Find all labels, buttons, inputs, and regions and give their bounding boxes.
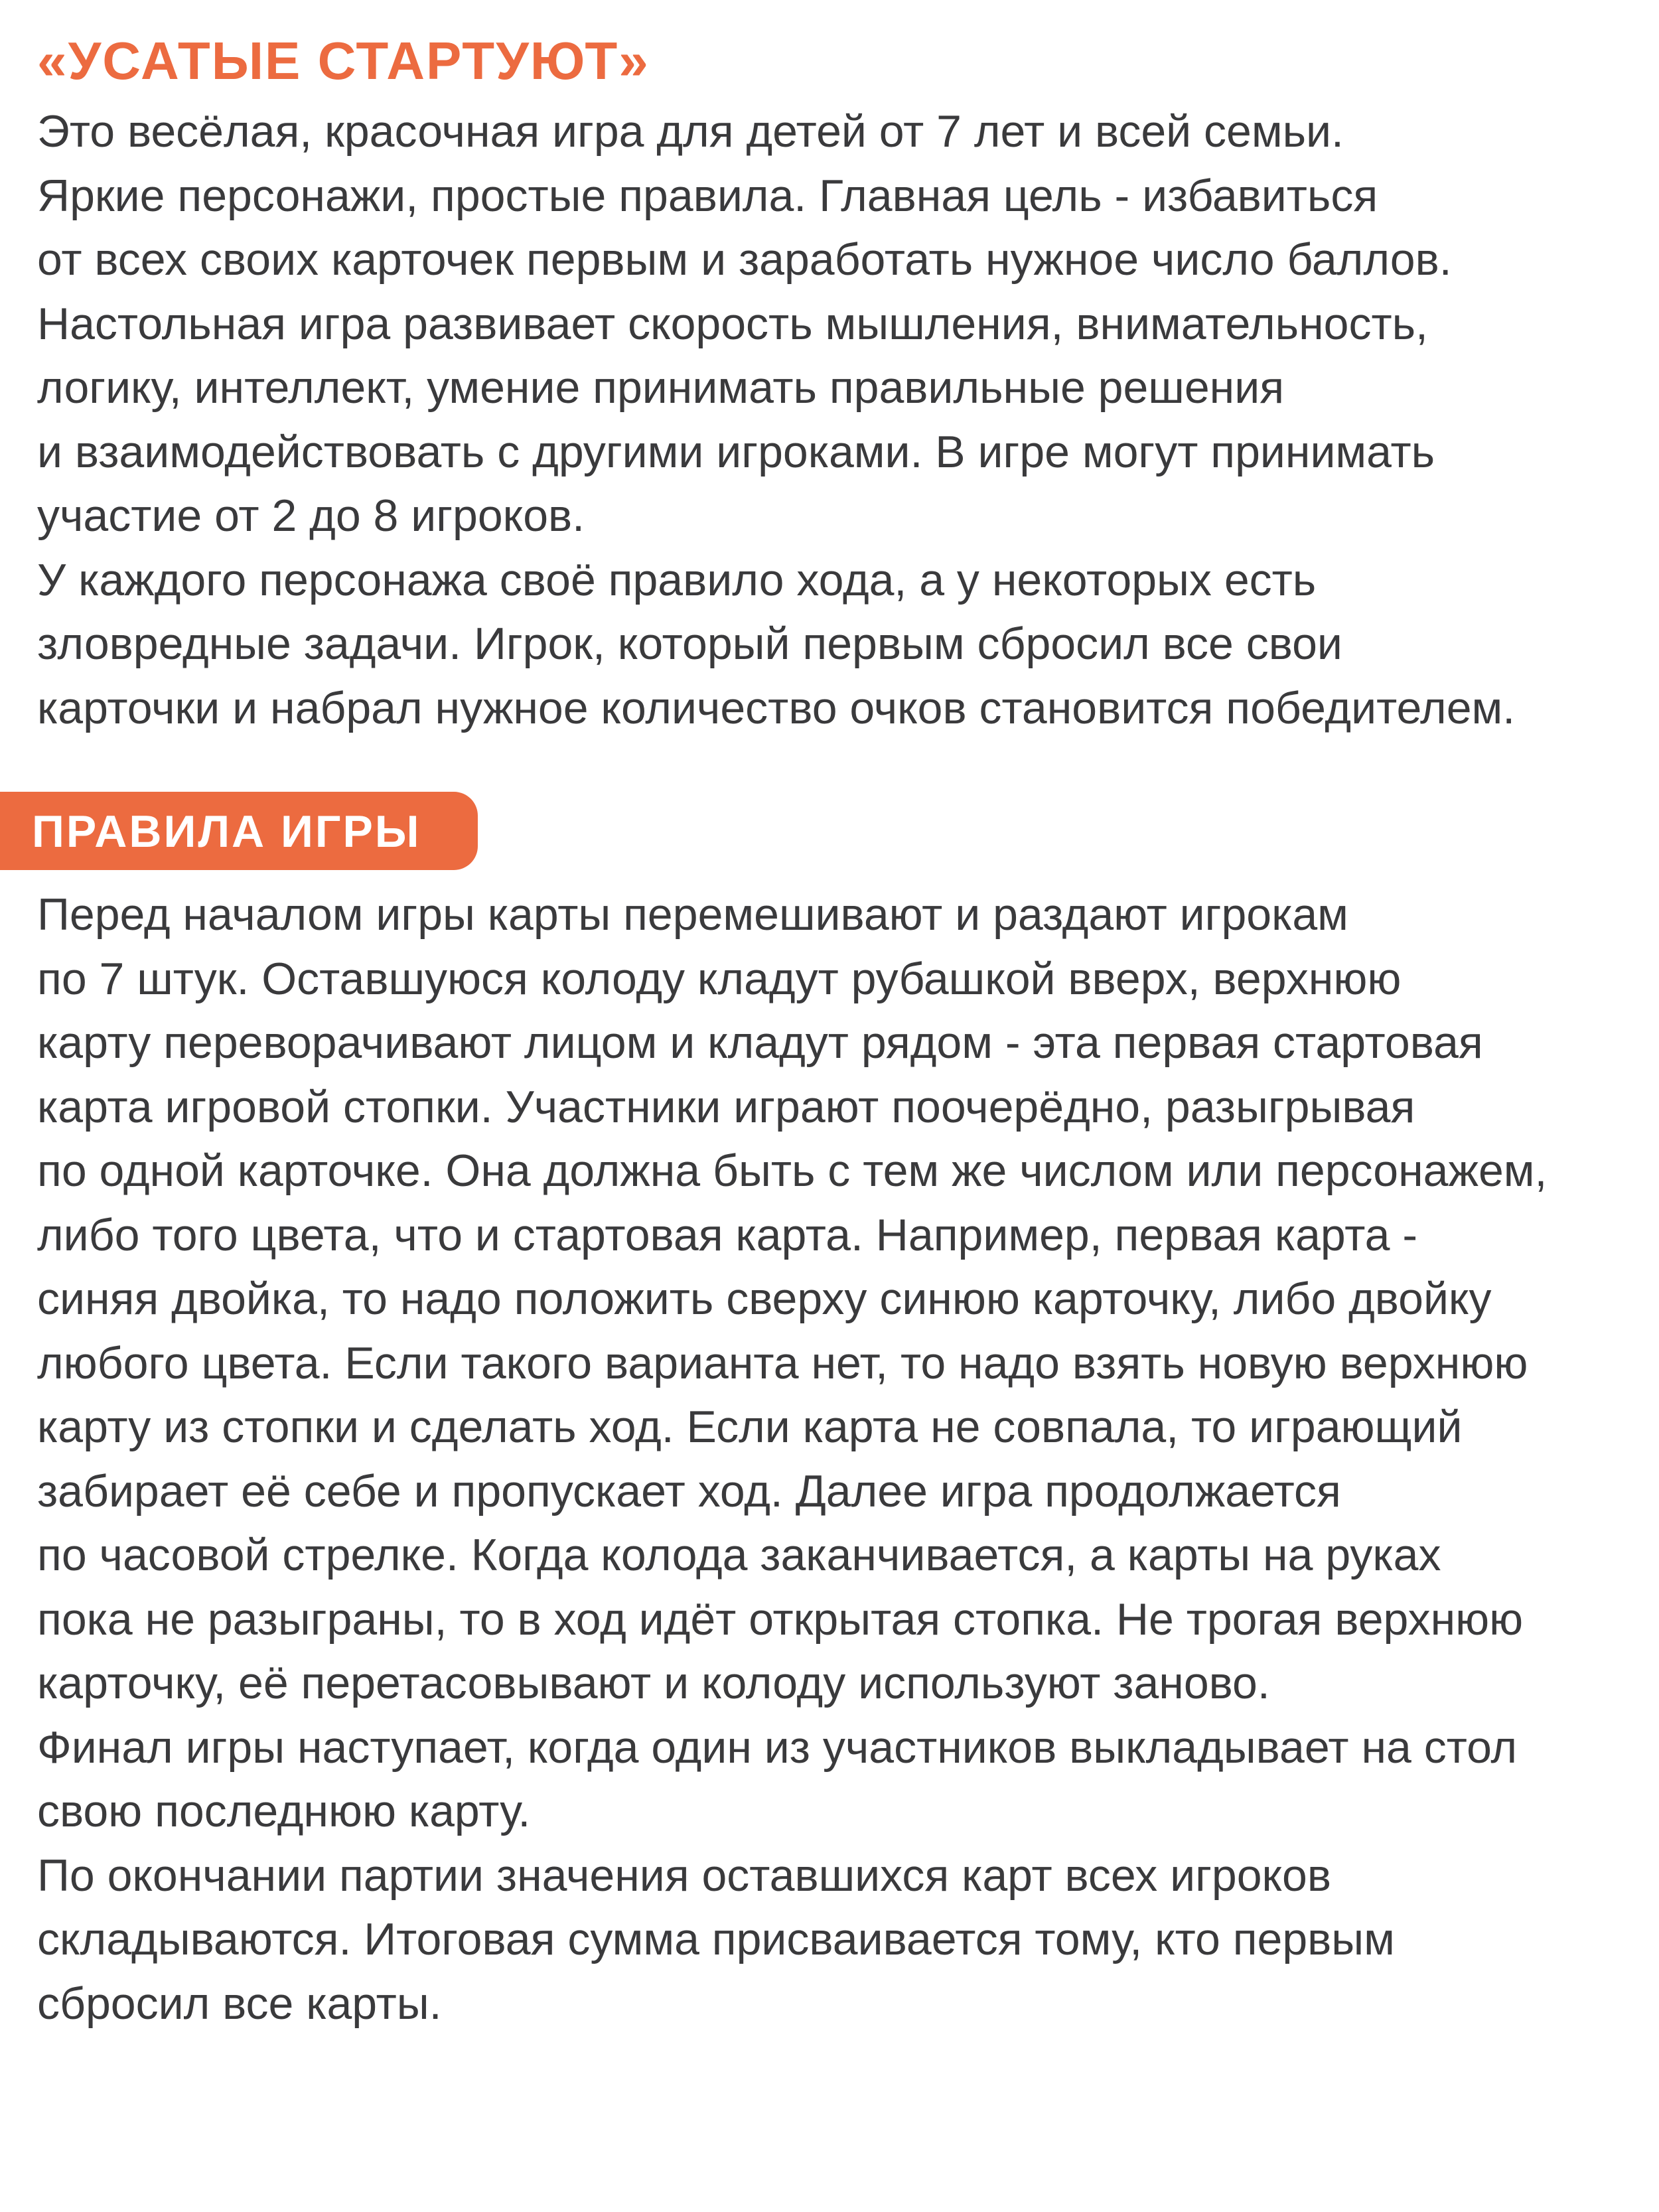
rules-line: карту переворачивают лицом и кладут рядом - эта первая стартовая (37, 1017, 1483, 1068)
rules-section-header (0, 792, 478, 870)
intro-line: логику, интеллект, умение принимать правильные решения (37, 362, 1285, 413)
intro-line: карточки и набрал нужное количество очков становится победителем. (37, 682, 1516, 733)
rules-line: по часовой стрелке. Когда колода заканчивается, а карты на руках (37, 1530, 1441, 1580)
rules-header-label: ПРАВИЛА ИГРЫ (32, 806, 421, 857)
intro-line: Настольная игра развивает скорость мышления, внимательность, (37, 298, 1428, 349)
rules-line: свою последнюю карту. (37, 1786, 531, 1836)
intro-line: от всех своих карточек первым и заработать нужное число баллов. (37, 234, 1452, 285)
rules-line: карта игровой стопки. Участники играют поочерёдно, разыгрывая (37, 1081, 1415, 1132)
intro-paragraph (37, 100, 1650, 740)
rules-line: сбросил все карты. (37, 1978, 442, 2029)
intro-line: зловредные задачи. Игрок, который первым сбросил все свои (37, 619, 1342, 669)
rules-line: Финал игры наступает, когда один из участников выкладывает на стол (37, 1722, 1518, 1773)
rules-line: синяя двойка, то надо положить сверху синюю карточку, либо двойку (37, 1274, 1492, 1324)
rules-line: Перед началом игры карты перемешивают и раздают игрокам (37, 889, 1348, 940)
intro-line: У каждого персонажа своё правило хода, а у некоторых есть (37, 554, 1317, 605)
intro-line: Яркие персонажи, простые правила. Главная цель - избавиться (37, 170, 1378, 221)
rules-line: карточку, её перетасовывают и колоду используют заново. (37, 1658, 1270, 1708)
rules-line: складываются. Итоговая сумма присваивается тому, кто первым (37, 1914, 1395, 1964)
rules-paragraph (37, 883, 1650, 2035)
rules-line: забирает её себе и пропускает ход. Далее игра продолжается (37, 1465, 1341, 1516)
rules-line: карту из стопки и сделать ход. Если карта не совпала, то играющий (37, 1402, 1463, 1452)
intro-line: и взаимодействовать с другими игроками. В игре могут принимать (37, 426, 1435, 477)
rules-line: По окончании партии значения оставшихся карт всех игроков (37, 1850, 1331, 1901)
rules-line: либо того цвета, что и стартовая карта. Например, первая карта - (37, 1209, 1417, 1260)
rules-line: пока не разыграны, то в ход идёт открытая стопка. Не трогая верхнюю (37, 1593, 1524, 1645)
intro-line: участие от 2 до 8 игроков. (37, 490, 585, 541)
rules-line: любого цвета. Если такого варианта нет, то надо взять новую верхнюю (37, 1337, 1528, 1388)
intro-line: Это весёлая, красочная игра для детей от 7 лет и всей семьи. (37, 106, 1344, 157)
rules-line: по 7 штук. Оставшуюся колоду кладут рубашкой вверх, верхнюю (37, 953, 1402, 1004)
game-title: «УСАТЫЕ СТАРТУЮТ» (37, 31, 650, 90)
rules-line: по одной карточке. Она должна быть с тем же числом или персонажем, (37, 1145, 1548, 1196)
